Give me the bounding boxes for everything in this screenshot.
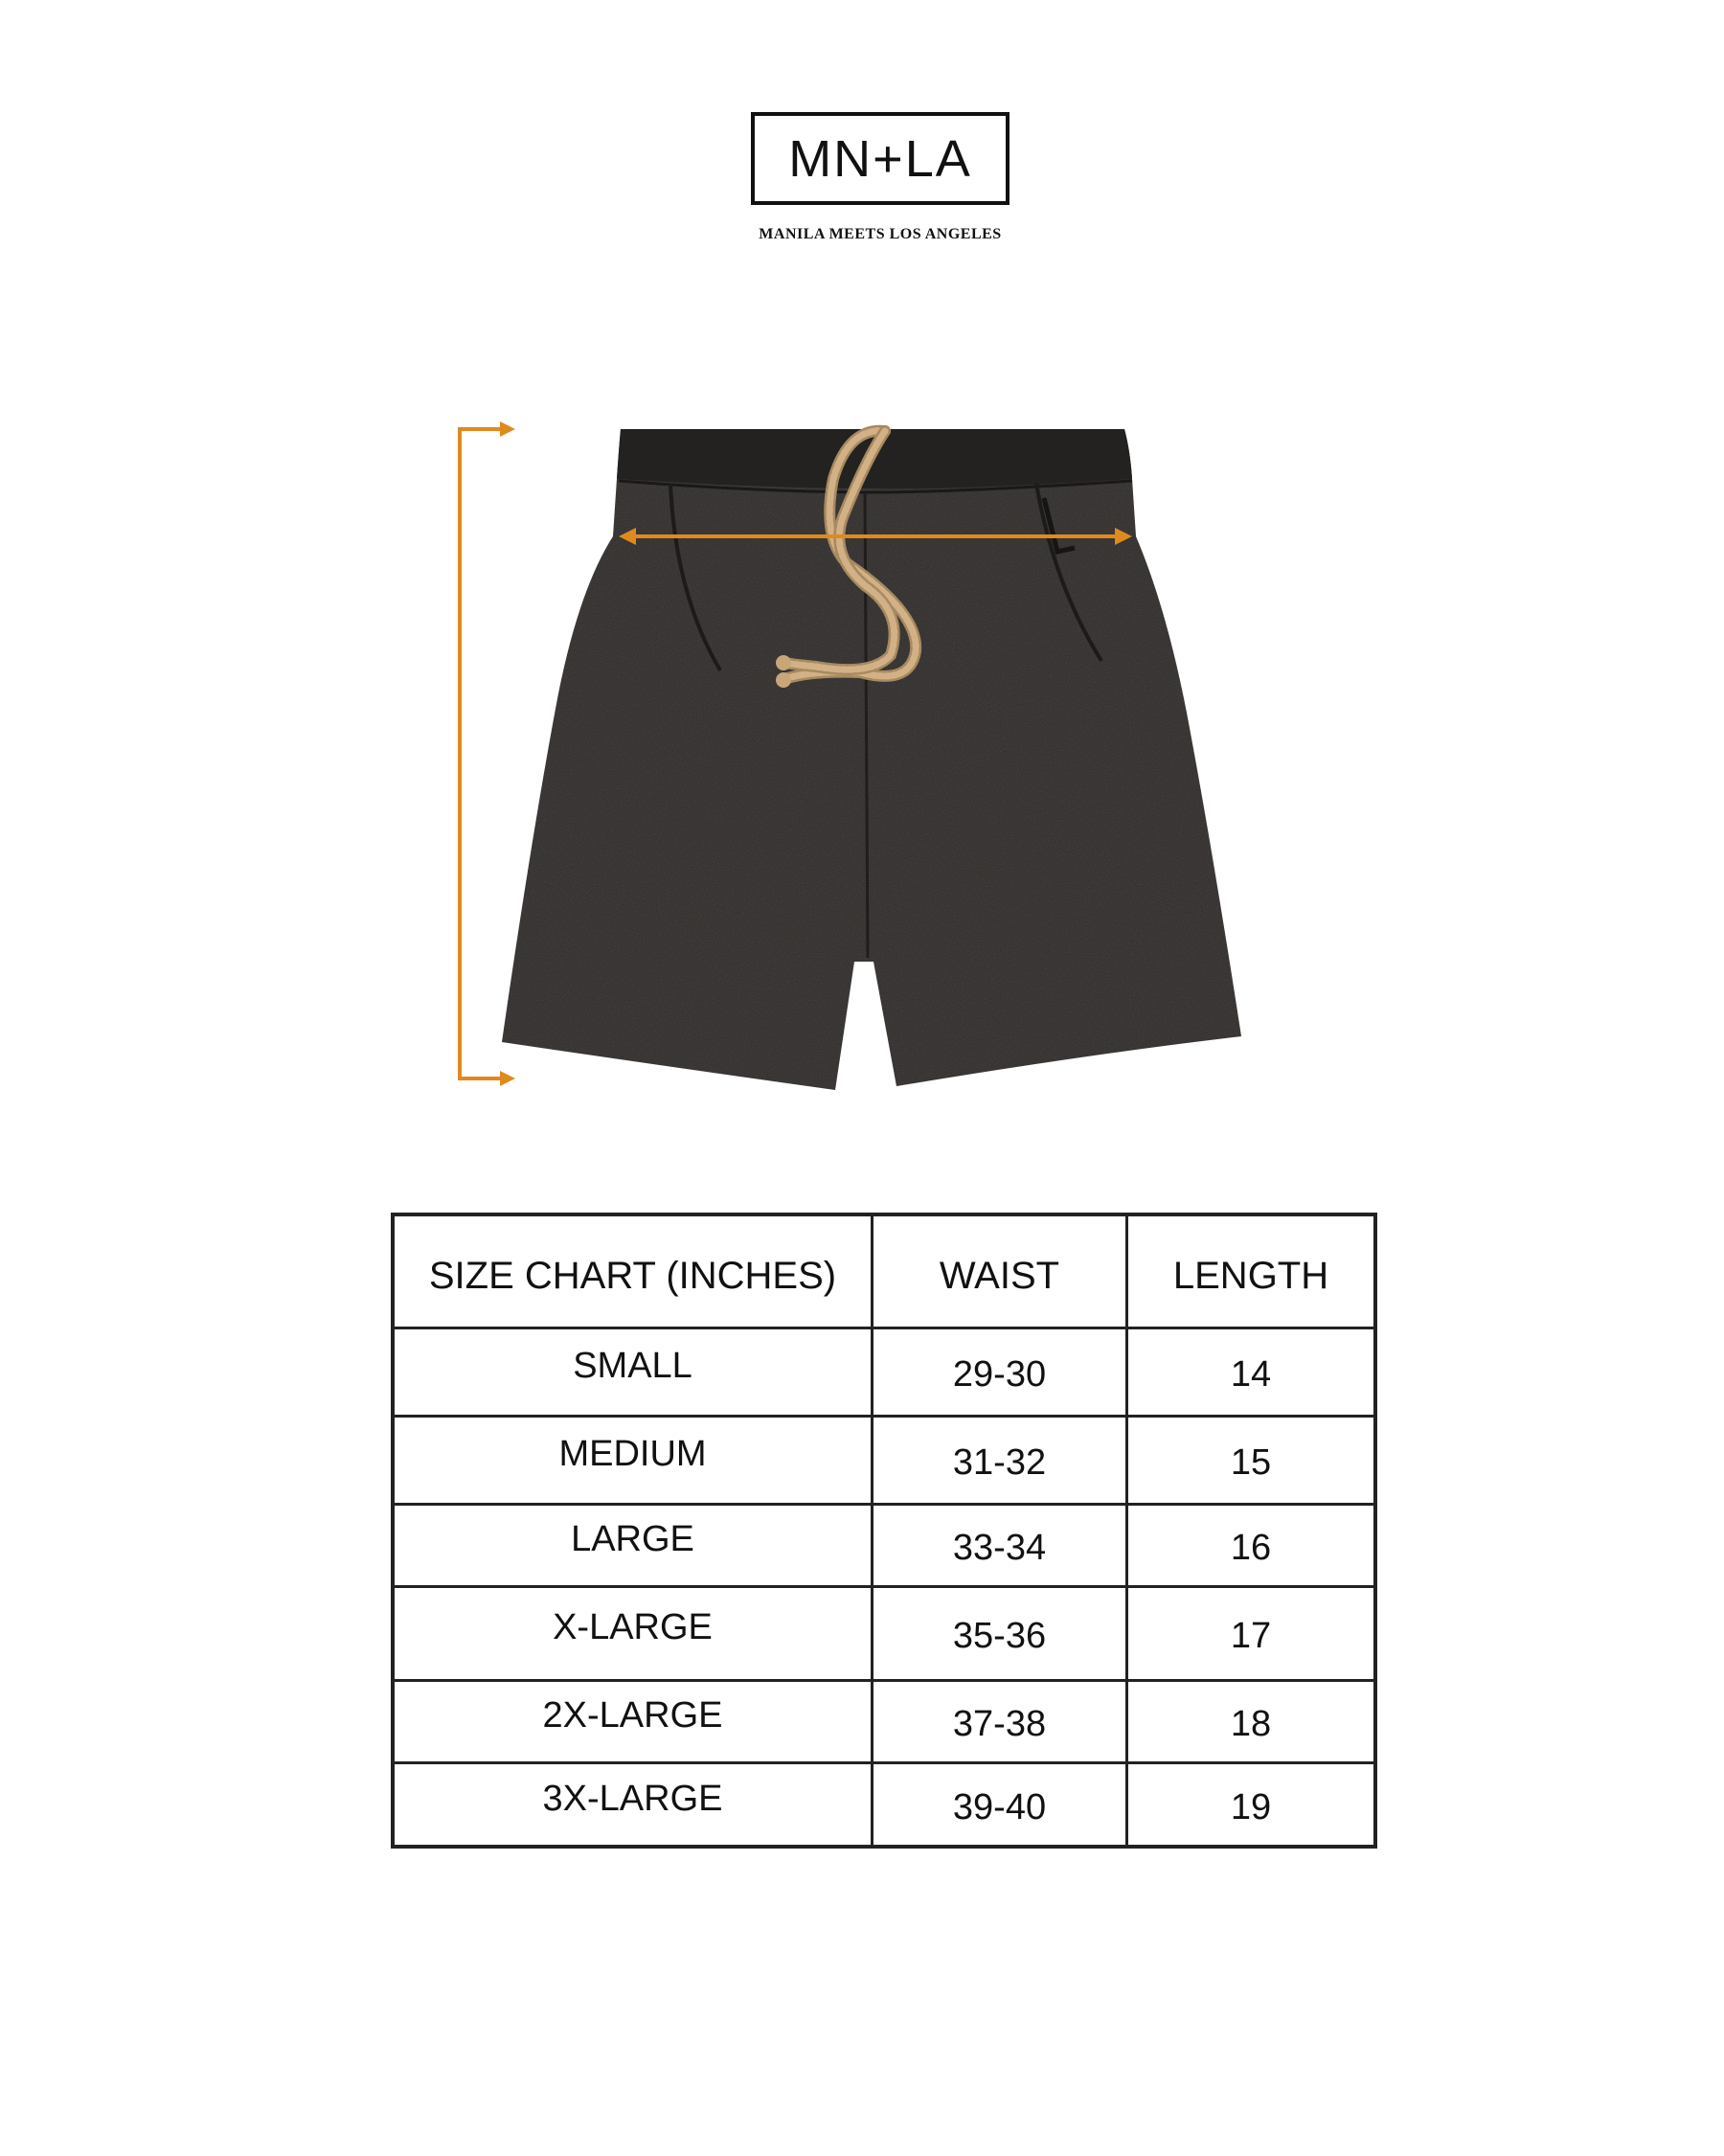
- row-size-small: SMALL: [395, 1329, 873, 1418]
- length-measure-arrow: [458, 421, 515, 1086]
- row-waist-large: 33-34: [873, 1506, 1128, 1588]
- shorts-body: [502, 429, 1241, 1090]
- drawstring: [776, 431, 916, 688]
- row-waist-medium: 31-32: [873, 1418, 1128, 1506]
- row-length-2x-large: 18: [1128, 1682, 1373, 1764]
- row-size-x-large: X-LARGE: [395, 1588, 873, 1682]
- row-waist-x-large: 35-36: [873, 1588, 1128, 1682]
- row-size-medium: MEDIUM: [395, 1418, 873, 1506]
- header-waist: WAIST: [873, 1216, 1128, 1329]
- row-length-medium: 15: [1128, 1418, 1373, 1506]
- row-size-3x-large: 3X-LARGE: [395, 1764, 873, 1845]
- fly-seam: [865, 493, 868, 958]
- brand-logo: [751, 112, 1009, 205]
- row-waist-2x-large: 37-38: [873, 1682, 1128, 1764]
- waist-measure-arrow: [619, 528, 1132, 545]
- size-chart-table: [391, 1213, 1377, 1849]
- shorts-waistband: [617, 429, 1132, 488]
- row-size-2x-large: 2X-LARGE: [395, 1682, 873, 1764]
- brand-tagline: MANILA MEETS LOS ANGELES: [759, 226, 1002, 242]
- header-length: LENGTH: [1128, 1216, 1373, 1329]
- row-waist-3x-large: 39-40: [873, 1764, 1128, 1845]
- row-length-3x-large: 19: [1230, 1786, 1272, 1827]
- row-size-large: LARGE: [395, 1506, 873, 1588]
- right-pocket-seam: [1036, 484, 1101, 661]
- header-size-chart: SIZE CHART (INCHES): [395, 1216, 873, 1329]
- row-length-small: 14: [1128, 1329, 1373, 1418]
- row-waist-small: 29-30: [873, 1329, 1128, 1418]
- brand-logo-text: MN+LA: [788, 129, 972, 188]
- left-pocket-seam: [670, 484, 720, 670]
- row-length-x-large: 17: [1128, 1588, 1373, 1682]
- row-length-large: 16: [1128, 1506, 1373, 1588]
